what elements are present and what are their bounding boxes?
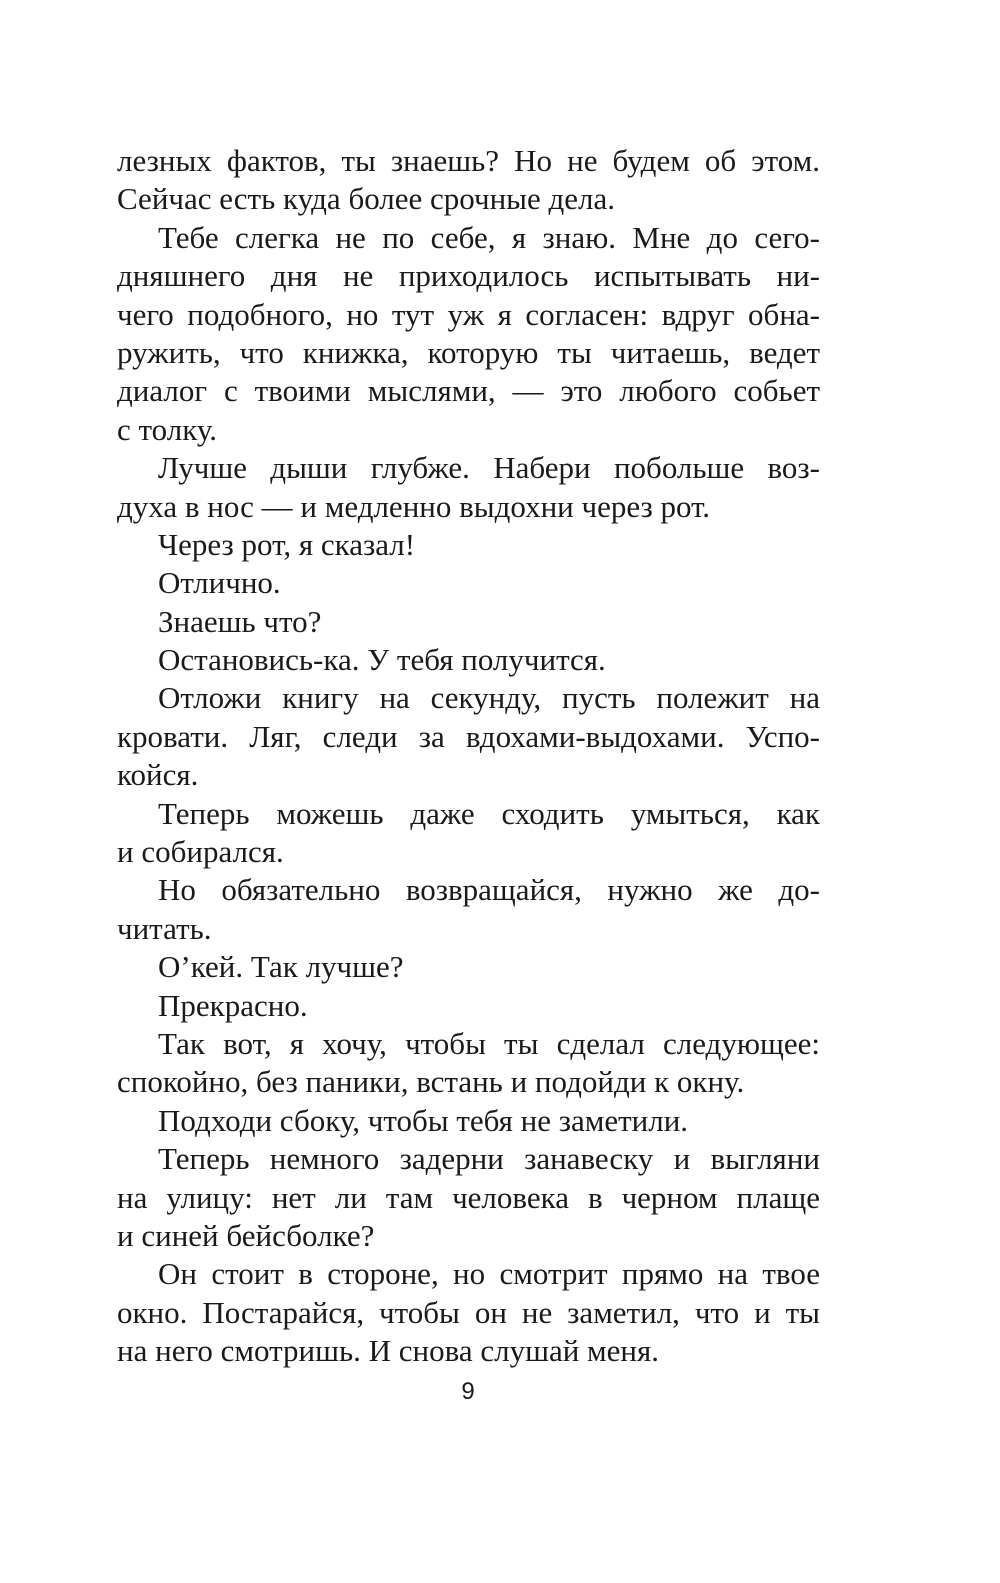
- text-line: и синей бейсболке?: [117, 1217, 375, 1253]
- text-line: на улицу: нет ли там человека в черном плаще: [117, 1179, 820, 1215]
- text-line: Прекрасно.: [158, 987, 308, 1023]
- text-line: Тебе слегка не по себе, я знаю. Мне до сего-: [158, 219, 820, 255]
- text-line: на него смотришь. И снова слушай меня.: [117, 1333, 660, 1369]
- text-line: окно. Постарайся, чтобы он не заметил, что и ты: [117, 1294, 820, 1330]
- text-line: койся.: [117, 757, 199, 793]
- text-line: Но обязательно возвращайся, нужно же до-: [158, 872, 820, 908]
- text-line: Он стоит в стороне, но смотрит прямо на твое: [158, 1256, 820, 1292]
- text-line: Теперь немного задерни занавеску и выгляни: [158, 1141, 820, 1177]
- text-line: Так вот, я хочу, чтобы ты сделал следующее:: [158, 1025, 820, 1061]
- text-line: Сейчас есть куда более срочные дела.: [117, 181, 616, 217]
- text-line: Теперь можешь даже сходить умыться, как: [158, 795, 820, 831]
- text-line: ружить, что книжка, которую ты читаешь, ведет: [117, 334, 820, 370]
- text-line: Отлично.: [158, 565, 281, 601]
- text-line: и собирался.: [117, 834, 284, 870]
- text-line: чего подобного, но тут уж я согласен: вдруг обна-: [117, 296, 820, 332]
- text-line: спокойно, без паники, встань и подойди к окну.: [117, 1064, 745, 1100]
- text-line: духа в нос — и медленно выдохни через рот.: [117, 488, 711, 524]
- body-text: [117, 142, 820, 1371]
- text-line: Через рот, я сказал!: [158, 526, 416, 562]
- text-line: Лучше дыши глубже. Набери побольше воз-: [158, 450, 820, 486]
- text-line: Остановись-ка. У тебя получится.: [158, 642, 606, 678]
- text-line: кровати. Ляг, следи за вдохами-выдохами. Успо-: [117, 718, 820, 754]
- page-number: 9: [461, 1378, 475, 1405]
- text-line: лезных фактов, ты знаешь? Но не будем об этом.: [117, 143, 820, 178]
- text-line: Подходи сбоку, чтобы тебя не заметили.: [158, 1102, 689, 1138]
- text-line: читать.: [117, 910, 212, 946]
- text-line: с толку.: [117, 411, 217, 447]
- text-line: Знаешь что?: [158, 603, 322, 639]
- text-line: дняшнего дня не приходилось испытывать ни-: [117, 258, 820, 294]
- text-line: Отложи книгу на секунду, пусть полежит на: [158, 680, 820, 716]
- text-line: диалог с твоими мыслями, — это любого собьет: [117, 373, 820, 409]
- text-line: О’кей. Так лучше?: [158, 949, 404, 985]
